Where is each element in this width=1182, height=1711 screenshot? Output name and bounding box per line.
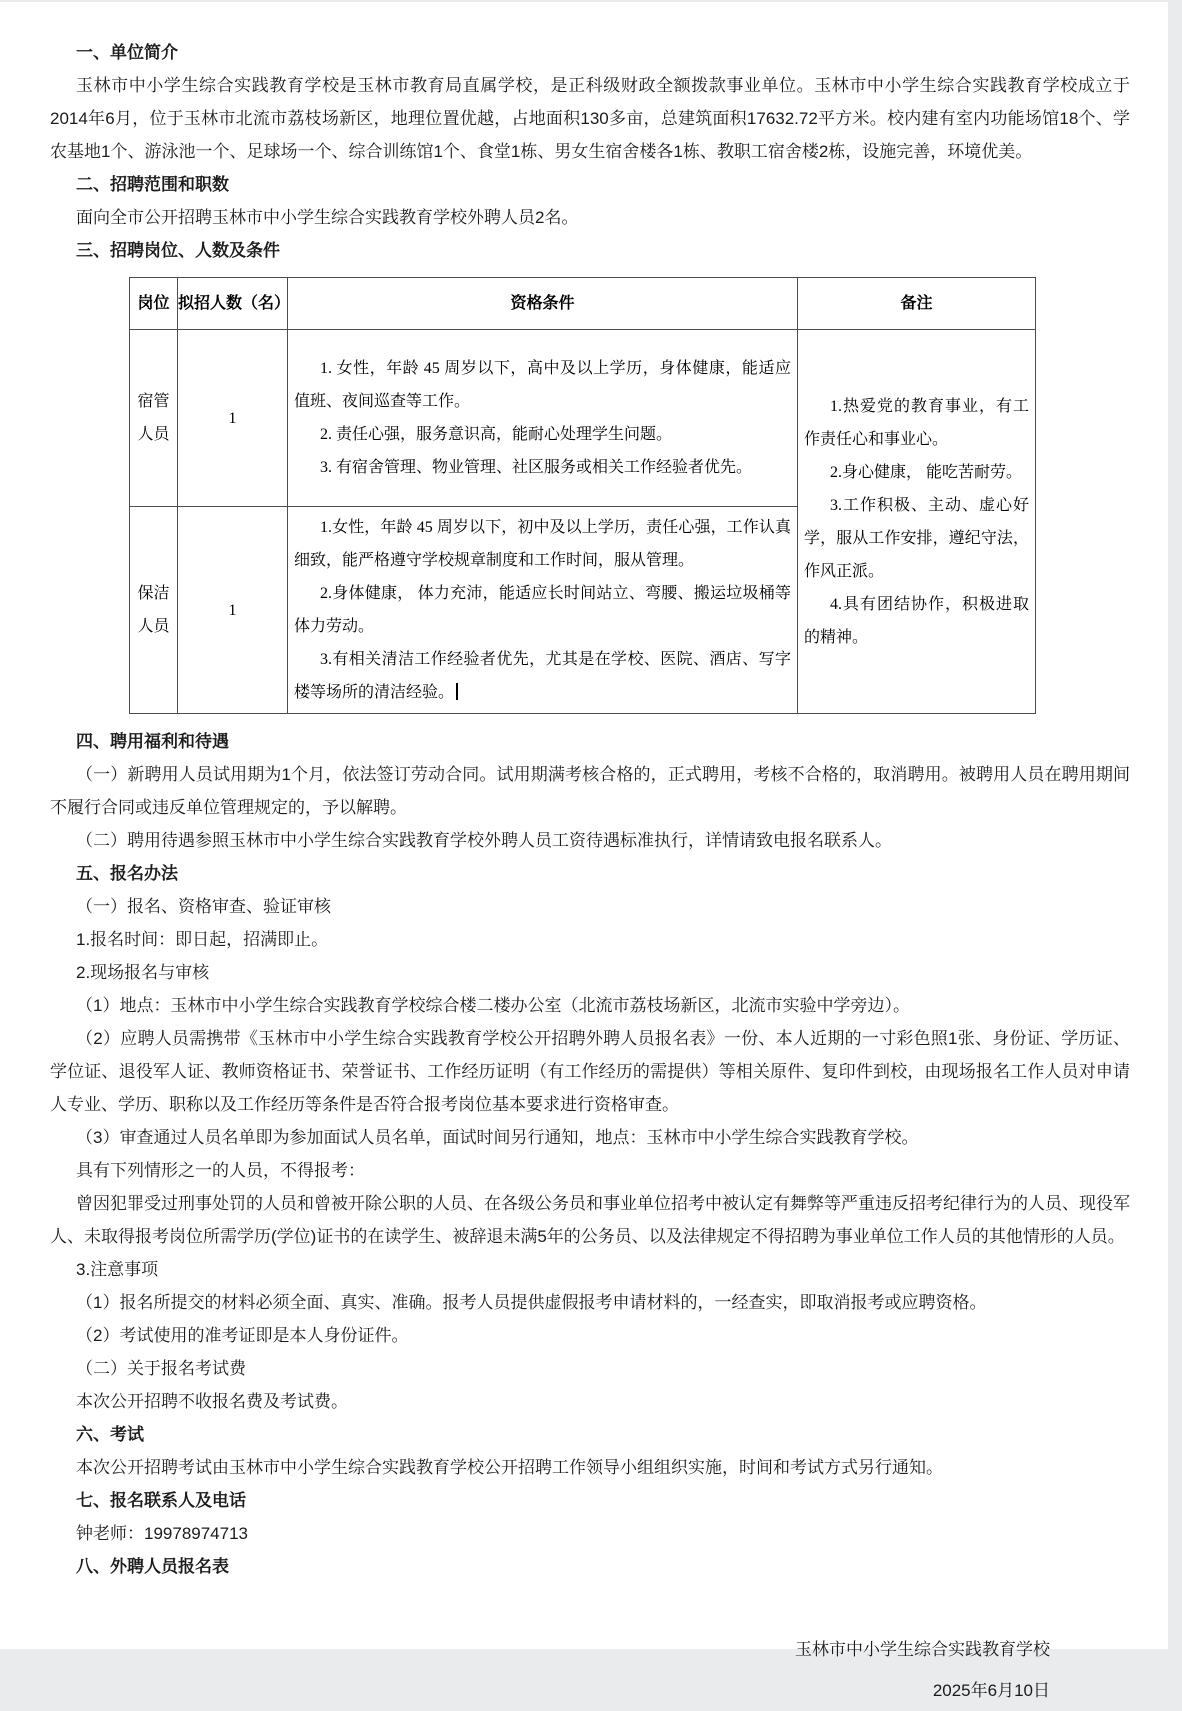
document-page[interactable]	[0, 2, 1168, 1700]
remark-item: 3.工作积极、主动、虚心好学，服从工作安排，遵纪守法，作风正派。	[804, 496, 1029, 580]
para-application-5: （2）应聘人员需携带《玉林市中小学生综合实践教育学校公开招聘外聘人员报名表》一份、本人近期的一寸彩色照1张、身份证、学历证、学位证、退役军人证、教师资格证书、荣誉证书、工作经历证明（有工作经历的需提供）等相关原件、复印件到校，由现场报名工作人员对申请人专业、学历、职称以及工作经历等条件是否符合报考岗位基本要求进行资格审查。	[50, 1029, 1130, 1114]
heading-benefits: 四、聘用福利和待遇	[76, 732, 229, 751]
para-exam: 本次公开招聘考试由玉林市中小学生综合实践教育学校公开招聘工作领导小组组织实施，时间和考试方式另行通知。	[76, 1458, 943, 1477]
qualification-item: 3. 有宿舍管理、物业管理、社区服务或相关工作经验者优先。	[320, 459, 753, 476]
para-application-11: （2）考试使用的准考证即是本人身份证件。	[76, 1326, 409, 1345]
para-application-13: 本次公开招聘不收报名费及考试费。	[76, 1392, 348, 1411]
col-header-count: 拟招人数（名）	[178, 278, 288, 330]
heading-scope: 二、招聘范围和职数	[76, 175, 229, 194]
para-application-4: （1）地点：玉林市中小学生综合实践教育学校综合楼二楼办公室（北流市荔枝场新区，北流市实验中学旁边）。	[76, 996, 910, 1015]
qualification-item: 3.有相关清洁工作经验者优先，尤其是在学校、医院、酒店、写字楼等场所的清洁经验。	[294, 651, 791, 701]
remark-item: 1.热爱党的教育事业，有工作责任心和事业心。	[804, 397, 1029, 448]
document-content	[0, 2, 1168, 1711]
text-cursor	[456, 683, 458, 700]
para-benefits-1: （一）新聘用人员试用期为1个月，依法签订劳动合同。试用期满考核合格的，正式聘用，考核不合格的，取消聘用。被聘用人员在聘用期间不履行合同或违反单位管理规定的，予以解聘。	[50, 765, 1130, 817]
qualifications-cell	[288, 330, 798, 507]
signature-block	[50, 1629, 1130, 1711]
table-header-row	[130, 278, 1036, 330]
signature-date: 2025年6月10日	[932, 1681, 1050, 1700]
heading-positions: 三、招聘岗位、人数及条件	[76, 241, 280, 260]
heading-exam: 六、考试	[76, 1425, 144, 1444]
para-application-12: （二）关于报名考试费	[76, 1359, 246, 1378]
remark-item: 4.具有团结协作，积极进取的精神。	[804, 595, 1029, 646]
para-application-7: 具有下列情形之一的人员，不得报考：	[76, 1161, 365, 1180]
remark-cell	[798, 330, 1036, 714]
count-cell: 1	[178, 507, 288, 714]
para-application-2: 1.报名时间：即日起，招满即止。	[76, 930, 329, 949]
heading-unit-intro: 一、单位简介	[76, 43, 178, 62]
para-application-8: 曾因犯罪受过刑事处罚的人员和曾被开除公职的人员、在各级公务员和事业单位招考中被认定有舞弊等严重违反招考纪律行为的人员、现役军人、未取得报考岗位所需学历(学位)证书的在读学生、被辞退未满5年的公务员、以及法律规定不得招聘为事业单位工作人员的其他情形的人员。	[50, 1194, 1130, 1246]
count-cell: 1	[178, 330, 288, 507]
para-contact: 钟老师：19978974713	[76, 1524, 249, 1543]
qualification-item: 2. 责任心强，服务意识高，能耐心处理学生问题。	[320, 426, 673, 443]
heading-contact: 七、报名联系人及电话	[76, 1491, 246, 1510]
signature-org: 玉林市中小学生综合实践教育学校	[795, 1640, 1050, 1659]
para-application-3: 2.现场报名与审核	[76, 963, 210, 982]
table-row-dorm-manager	[130, 330, 1036, 507]
para-benefits-2: （二）聘用待遇参照玉林市中小学生综合实践教育学校外聘人员工资待遇标准执行，详情请致电报名联系人。	[76, 831, 892, 850]
para-application-9: 3.注意事项	[76, 1260, 159, 1279]
col-header-post: 岗位	[130, 278, 178, 330]
para-application-1: （一）报名、资格审查、验证审核	[76, 897, 331, 916]
para-application-6: （3）审查通过人员名单即为参加面试人员名单，面试时间另行通知，地点：玉林市中小学生综合实践教育学校。	[76, 1128, 919, 1147]
qualification-item: 1. 女性，年龄 45 周岁以下，高中及以上学历，身体健康，能适应值班、夜间巡查等工作。	[294, 360, 791, 410]
heading-application: 五、报名办法	[76, 864, 178, 883]
remark-item: 2.身心健康， 能吃苦耐劳。	[830, 463, 1023, 481]
post-cell: 宿管人员	[130, 330, 178, 507]
recruitment-table	[129, 277, 1036, 714]
qualification-item: 2.身体健康， 体力充沛，能适应长时间站立、弯腰、搬运垃圾桶等体力劳动。	[294, 585, 791, 635]
para-unit-intro: 玉林市中小学生综合实践教育学校是玉林市教育局直属学校，是正科级财政全额拨款事业单位。玉林市中小学生综合实践教育学校成立于2014年6月，位于玉林市北流市荔枝场新区，地理位置优越，占地面积130多亩，总建筑面积17632.72平方米。校内建有室内功能场馆18个、学农基地1个、游泳池一个、足球场一个、综合训练馆1个、食堂1栋、男女生宿舍楼各1栋、教职工宿舍楼2栋，设施完善，环境优美。	[50, 76, 1130, 161]
qualification-item: 1.女性，年龄 45 周岁以下，初中及以上学历，责任心强，工作认真细致，能严格遵守学校规章制度和工作时间，服从管理。	[294, 519, 791, 569]
col-header-qualifications: 资格条件	[288, 278, 798, 330]
heading-form: 八、外聘人员报名表	[76, 1557, 229, 1576]
qualifications-cell	[288, 507, 798, 714]
para-scope: 面向全市公开招聘玉林市中小学生综合实践教育学校外聘人员2名。	[76, 208, 579, 227]
para-application-10: （1）报名所提交的材料必须全面、真实、准确。报考人员提供虚假报考申请材料的，一经查实，即取消报考或应聘资格。	[76, 1293, 987, 1312]
post-cell: 保洁人员	[130, 507, 178, 714]
col-header-remark: 备注	[798, 278, 1036, 330]
